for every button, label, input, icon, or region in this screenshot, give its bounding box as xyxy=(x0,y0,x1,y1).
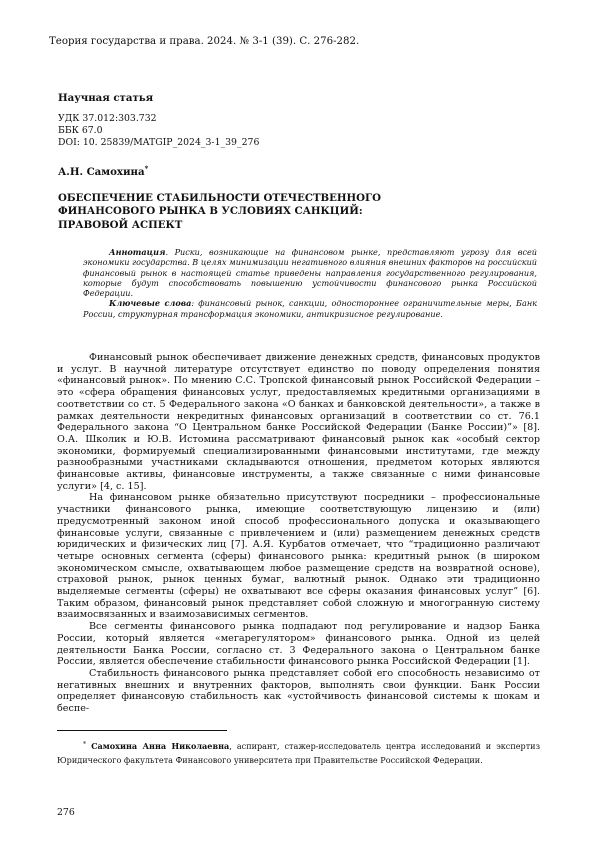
udk-code: УДК 37.012:303.732 xyxy=(58,113,157,124)
body-paragraph: Стабильность финансового рынка представляет собой его способность независимо от негативных внешних и внутренних факторов, выполнять свои функции. Банк России определяет финансовую стабильность как «устойчивость финансовой системы к шокам и беспе- xyxy=(57,667,540,715)
article-type: Научная статья xyxy=(58,92,154,104)
title-line: ПРАВОВОЙ АСПЕКТ xyxy=(58,218,183,231)
article-body xyxy=(57,352,540,715)
abstract-text: . Риски, возникающие на финансовом рынке, представляют угрозу для всей экономики государства. В целях минимизации негативного влияния внешних факторов на российский финансовый рынок в настоящей статье приведены направления государственного регулирования, которые будут способствовать повышению устойчивости финансового рынка Российской Федерации. xyxy=(83,247,537,299)
journal-citation: Теория государства и права. 2024. № 3-1 (39). С. 276-282. xyxy=(49,36,360,47)
author-name xyxy=(58,164,148,178)
classification-codes xyxy=(58,113,259,150)
doi-code: DOI: 10. 25839/MATGIP_2024_3-1_39_276 xyxy=(58,137,260,149)
keywords-text: : финансовый рынок, санкции, одностороннее ограничительные меры, Банк России, структурная трансформация экономики, антикризисное регулирование. xyxy=(83,298,537,319)
author-footnote-mark: * xyxy=(144,164,149,173)
author-footnote xyxy=(57,738,540,767)
body-paragraph: Все сегменты финансового рынка подпадают под регулирование и надзор Банка России, который является «мегарегулятором» финансового рынка. Одной из целей деятельности Банка России, согласно ст. 3 Федерального закона о Центральном банке России, является обеспечение стабильности финансового рынка Российской Федерации [1]. xyxy=(57,621,540,668)
page-number: 276 xyxy=(57,807,75,818)
abstract-label: Аннотация xyxy=(109,247,166,257)
abstract-block xyxy=(83,247,537,319)
title-line: ОБЕСПЕЧЕНИЕ СТАБИЛЬНОСТИ ОТЕЧЕСТВЕННОГО xyxy=(58,192,381,204)
author-name-text: А.Н. Самохина xyxy=(58,166,145,178)
footnote-text: , аспирант, стажер-исследователь центра исследований и экспертиз Юридического факультета Финансового университета при Правительстве Российской Федерации. xyxy=(57,741,540,765)
footnote-author-name: Самохина Анна Николаевна xyxy=(91,741,230,751)
footnote-divider xyxy=(57,730,227,731)
article-title xyxy=(58,192,478,232)
abstract-paragraph xyxy=(83,247,537,298)
title-line: ФИНАНСОВОГО РЫНКА В УСЛОВИЯХ САНКЦИЙ: xyxy=(58,205,363,218)
keywords-label: Ключевые слова xyxy=(109,298,192,309)
body-paragraph: Финансовый рынок обеспечивает движение денежных средств, финансовых продуктов и услуг. В научной литературе отсутствует единство по поводу определения понятия «финансовый рынок». По мнению С.С. Тропской финансовый рынок Российской Федерации – это «сфера обращения финансовых услуг, предоставляемых кредитными организациями в соответствии со ст. 5 Федерального закона «О банках и банковской деятельности», а также в рамках деятельности некредитных финансовых организаций в соответствии со ст. 76.1 Федерального закона “О Центральном банке Российской Федерации (Банке России)”» [8]. О.А. Школик и Ю.В. Истомина рассматривают финансовый рынок как «особый сектор экономики, формируемый специализированными финансовыми институтами, где между разнообразными участниками складываются отношения, предметом которых являются финансовые активы, финансовые инструменты, а также связанные с ними финансовые услуги» [4, с. 15]. xyxy=(57,352,540,492)
keywords-paragraph xyxy=(83,298,537,319)
footnote-mark: * xyxy=(83,741,86,748)
bbk-code: ББК 67.0 xyxy=(58,125,103,137)
body-paragraph: На финансовом рынке обязательно присутствуют посредники – профессиональные участники финансового рынка, имеющие соответствующую лицензию и (или) предусмотренный законом иной способ профессионального допуска и оказывающего финансовые услуги, связанные с привлечением и (или) размещением денежных средств юридических и физических лиц [7]. А.Я. Курбатов отмечает, что “традиционно различают четыре основных сегмента (сферы) финансового рынка: кредитный рынок (в широком экономическом смысле, охватывающем любое размещение средств на возвратной основе), страховой рынок, рынок ценных бумаг, валютный рынок. Однако эти традиционно выделяемые сегменты (сферы) не охватывают все сферы оказания финансовых услуг” [6]. Таким образом, финансовый рынок представляет собой сложную и многогранную систему взаимосвязанных и взаимозависимых сегментов. xyxy=(57,492,540,621)
